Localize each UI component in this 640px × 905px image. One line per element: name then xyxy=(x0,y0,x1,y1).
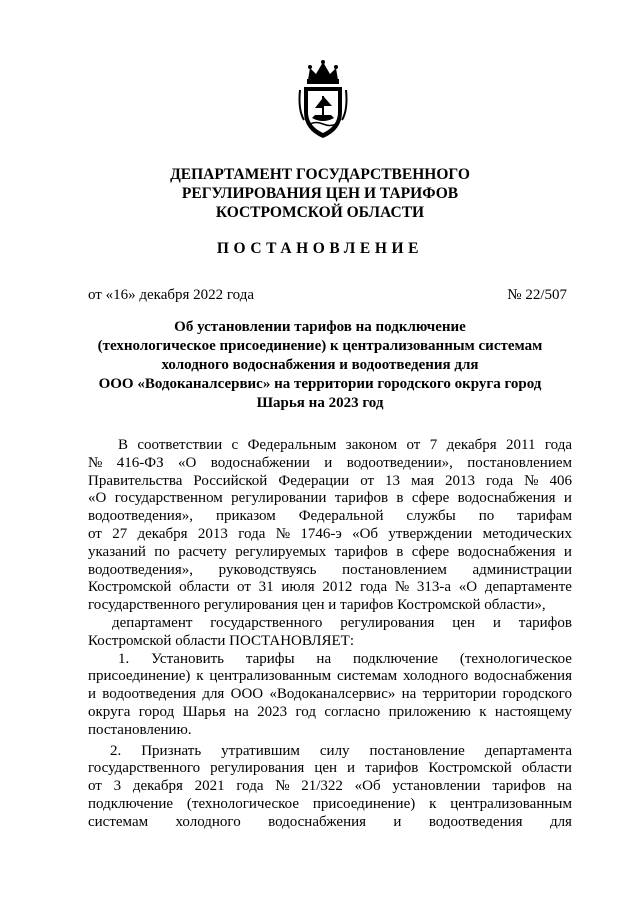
word: № xyxy=(524,472,539,489)
word: водоотведения xyxy=(102,686,197,703)
document-type-title: ПОСТАНОВЛЕНИЕ xyxy=(216,240,424,257)
word: регулирования xyxy=(203,597,302,614)
word: Федерации xyxy=(278,472,350,489)
word: 31 xyxy=(258,579,274,596)
word: Установить xyxy=(151,650,224,667)
word: системам xyxy=(337,668,398,685)
resolve-paragraph xyxy=(88,615,572,651)
word: указаний xyxy=(88,543,146,560)
justified-line xyxy=(88,473,572,491)
word: системам xyxy=(88,813,149,830)
word: приказом xyxy=(215,508,276,525)
document-body xyxy=(88,437,572,832)
word: тарифов xyxy=(492,778,546,795)
word: регулируемых xyxy=(235,543,327,560)
word: присоединение) xyxy=(88,668,191,685)
word: на xyxy=(316,650,332,667)
word: настоящему xyxy=(494,703,572,720)
department-name xyxy=(0,165,640,222)
word: Федеральным xyxy=(247,437,337,453)
item-1-paragraph xyxy=(88,651,572,740)
word: городского xyxy=(502,686,572,703)
word: и xyxy=(492,614,501,631)
word: Костромской xyxy=(88,632,176,649)
justified-line xyxy=(88,704,572,722)
word: и xyxy=(88,686,97,703)
word: на xyxy=(401,686,417,703)
word: водоснабжения xyxy=(457,543,556,560)
word: «Водоканалсервис» xyxy=(269,686,396,703)
word: водоотведения xyxy=(428,813,523,830)
word: к xyxy=(479,703,487,720)
word: июля xyxy=(281,579,315,596)
word: 2. xyxy=(110,742,122,759)
word: постановление xyxy=(369,742,465,759)
word: декабря xyxy=(137,525,188,542)
document-subject xyxy=(70,318,570,413)
word: и xyxy=(563,543,572,560)
word: года xyxy=(544,437,572,453)
word: цен xyxy=(301,597,329,614)
word: департаменте xyxy=(484,579,572,596)
word: утратившим xyxy=(221,742,300,759)
word: № xyxy=(275,525,290,542)
justified-line xyxy=(88,814,572,832)
word: области xyxy=(179,579,230,596)
word: холодного xyxy=(175,813,241,830)
word: В xyxy=(118,437,129,453)
word: тарифов xyxy=(340,597,398,614)
word: присоединение) xyxy=(312,795,416,812)
word: тарифов xyxy=(334,543,388,560)
word: водоснабжения xyxy=(268,813,367,830)
department-line: РЕГУЛИРОВАНИЯ ЦЕН И ТАРИФОВ xyxy=(181,185,459,202)
word: государственного xyxy=(210,614,323,631)
document-date: от «16» декабря 2022 года xyxy=(88,287,255,303)
word: расчету xyxy=(178,543,227,560)
word: постановлению. xyxy=(88,721,192,738)
word: централизованным xyxy=(209,668,332,685)
word: государственного xyxy=(88,760,201,777)
word: на xyxy=(234,703,249,720)
word: от xyxy=(88,525,102,542)
word: приложению xyxy=(388,703,471,720)
word: 21/322 xyxy=(301,778,343,795)
word: 1746-э xyxy=(300,525,342,542)
word: и xyxy=(347,760,356,777)
word: администрации xyxy=(472,561,572,578)
subject-line: ООО «Водоканалсервис» на территории городского округа город xyxy=(98,376,542,392)
justified-line xyxy=(88,579,572,597)
word: 2013 xyxy=(445,472,475,489)
word: законом xyxy=(345,437,398,453)
word: и xyxy=(563,490,572,507)
word: года xyxy=(360,579,388,596)
word: тарифы xyxy=(245,650,295,667)
word: по xyxy=(478,508,495,525)
justified-line xyxy=(88,490,572,508)
word: 2012 xyxy=(322,579,353,596)
word: 27 xyxy=(112,525,128,542)
coat-of-arms-emblem xyxy=(296,60,350,142)
word: декабря xyxy=(446,437,497,453)
word: регулирования xyxy=(210,760,305,777)
justified-line xyxy=(88,743,572,761)
word: для xyxy=(549,813,572,830)
word: области», xyxy=(484,597,546,614)
word: руководствуясь xyxy=(218,561,317,578)
word: 313-а xyxy=(416,579,452,596)
department-line: КОСТРОМСКОЙ ОБЛАСТИ xyxy=(215,204,425,221)
word: водоотведении», xyxy=(346,454,453,471)
justified-line xyxy=(88,544,572,562)
word: 2021 xyxy=(194,778,225,795)
word: водоотведения», xyxy=(88,561,193,578)
word: централизованным xyxy=(450,795,572,812)
word: области xyxy=(521,760,572,777)
word: от xyxy=(406,437,421,453)
word: Костромской xyxy=(428,760,512,777)
word: цен xyxy=(452,614,475,631)
word: области xyxy=(175,632,230,649)
word: Костромской xyxy=(88,579,172,596)
word: 2011 xyxy=(506,437,536,453)
justified-line xyxy=(88,597,572,615)
word: по xyxy=(154,543,170,560)
justified-line xyxy=(88,796,572,814)
department-line: ДЕПАРТАМЕНТ ГОСУДАРСТВЕННОГО xyxy=(170,166,470,183)
word: 13 xyxy=(385,472,401,489)
word: регулировании xyxy=(231,490,327,507)
justified-line xyxy=(88,778,572,796)
word: от xyxy=(88,778,102,795)
word: ООО xyxy=(230,686,264,703)
word: года xyxy=(486,472,514,489)
justified-line xyxy=(88,722,572,740)
word: тарифов xyxy=(365,760,419,777)
word: Правительства xyxy=(88,472,183,489)
word: № xyxy=(275,778,290,795)
word: водоснабжения xyxy=(457,490,556,507)
word: постановлением xyxy=(342,561,447,578)
justified-line xyxy=(88,562,572,580)
justified-line xyxy=(88,437,572,455)
word: водоотведения», xyxy=(88,508,193,525)
justified-line xyxy=(88,526,572,544)
word: территории xyxy=(422,686,497,703)
word: согласно xyxy=(324,703,381,720)
justified-line xyxy=(88,668,572,686)
word: методических xyxy=(482,525,572,542)
word: ПОСТАНОВЛЯЕТ: xyxy=(229,632,354,649)
word: с xyxy=(231,437,239,453)
justified-line xyxy=(88,508,572,526)
word: года xyxy=(238,525,266,542)
word: к xyxy=(196,668,204,685)
justified-line xyxy=(88,651,572,669)
word: «О xyxy=(88,490,107,507)
word: и xyxy=(393,813,402,830)
word: тарифов xyxy=(518,614,572,631)
word: «Об xyxy=(352,525,379,542)
word: № xyxy=(88,454,103,471)
word: в xyxy=(396,490,404,507)
word: 2013 xyxy=(197,525,228,542)
word: (технологическое xyxy=(459,650,572,667)
word: подключение xyxy=(352,650,439,667)
preamble-paragraph xyxy=(88,437,572,615)
word: установлении xyxy=(392,778,481,795)
word: силу xyxy=(319,742,350,759)
word: постановлением xyxy=(467,454,572,471)
word: 406 xyxy=(549,472,572,489)
word: в xyxy=(396,543,404,560)
word: Признать xyxy=(141,742,202,759)
word: «О xyxy=(458,579,478,596)
subject-line: Шарья на 2023 год xyxy=(256,395,384,411)
word: от xyxy=(237,579,251,596)
word: город xyxy=(138,703,175,720)
word: 7 xyxy=(429,437,438,453)
word: 1. xyxy=(118,650,130,667)
word: холодного xyxy=(402,668,469,685)
word: государственного xyxy=(88,597,204,614)
subject-line: (технологическое присоединение) к централизованным системам xyxy=(97,338,543,354)
justified-line xyxy=(88,686,572,704)
document-number: № 22/507 xyxy=(507,287,567,303)
word: года xyxy=(236,778,264,795)
word: № xyxy=(394,579,410,596)
word: департамент xyxy=(112,614,193,631)
word: службы xyxy=(406,508,456,525)
word: соответствии xyxy=(137,437,223,453)
word: от xyxy=(360,472,375,489)
word: тарифов xyxy=(334,490,389,507)
word: утверждении xyxy=(388,525,473,542)
word: водоснабжении xyxy=(210,454,310,471)
justified-line xyxy=(88,633,572,651)
word: 3 xyxy=(113,778,122,795)
word: 2023 xyxy=(257,703,288,720)
word: 416-ФЗ xyxy=(116,454,164,471)
item-2-paragraph xyxy=(88,743,572,832)
word: (технологическое xyxy=(186,795,299,812)
word: «О xyxy=(178,454,197,471)
word: Костромской xyxy=(397,597,485,614)
word: и xyxy=(328,597,341,614)
word: для xyxy=(202,686,225,703)
word: сфере xyxy=(411,490,450,507)
word: на xyxy=(557,778,572,795)
word: регулирования xyxy=(340,614,435,631)
word: государственном xyxy=(114,490,223,507)
word: цен xyxy=(314,760,338,777)
justified-line xyxy=(88,615,572,633)
word: сфере xyxy=(411,543,450,560)
word: Шарья xyxy=(182,703,226,720)
word: год xyxy=(295,703,316,720)
word: к xyxy=(429,795,437,812)
subject-line: холодного водоснабжения и водоотведения для xyxy=(161,357,479,373)
subject-line: Об установлении тарифов на подключение xyxy=(174,319,466,335)
word: округа xyxy=(88,703,131,720)
word: мая xyxy=(411,472,434,489)
justified-line xyxy=(88,760,572,778)
word: «Об xyxy=(354,778,381,795)
word: подключение xyxy=(88,795,174,812)
word: департамента xyxy=(484,742,572,759)
justified-line xyxy=(88,455,572,473)
word: и xyxy=(324,454,333,471)
word: Федеральной xyxy=(298,508,384,525)
word: декабря xyxy=(132,778,183,795)
word: тарифам xyxy=(517,508,572,525)
word: водоснабжения xyxy=(474,668,572,685)
word: Российской xyxy=(193,472,268,489)
